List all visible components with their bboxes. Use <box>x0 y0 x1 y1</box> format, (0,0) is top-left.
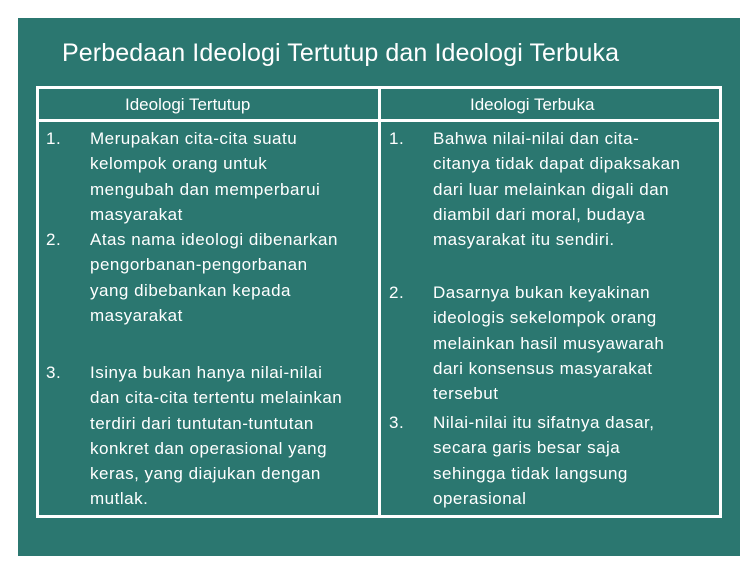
item-text: Merupakan cita-cita suatu kelompok orang untuk mengubah dan memperbarui masyarakat <box>90 129 321 224</box>
item-number: 2. <box>389 283 405 302</box>
item-text: Atas nama ideologi dibenarkan pengorbanan-pengorbanan yang dibebankan kepada masyarakat <box>90 230 338 325</box>
slide-title: Perbedaan Ideologi Tertutup dan Ideologi Terbuka <box>62 39 620 67</box>
item-text: Dasarnya bukan keyakinan ideologis sekelompok orang melainkan hasil musyawarah dari konsensus masyarakat tersebut <box>433 283 665 404</box>
header-ideologi-terbuka: Ideologi Terbuka <box>470 95 595 114</box>
item-number: 2. <box>46 230 62 249</box>
item-text: Bahwa nilai-nilai dan cita-citanya tidak dapat dipaksakan dari luar melainkan digali dan diambil dari moral, budaya masyarakat itu sendiri. <box>433 129 681 250</box>
slide <box>18 18 740 556</box>
item-number: 1. <box>389 129 405 148</box>
item-text: Nilai-nilai itu sifatnya dasar, secara garis besar saja sehingga tidak langsung operasional <box>433 413 655 508</box>
item-number: 3. <box>46 363 62 382</box>
column-divider <box>378 89 381 515</box>
item-text: Isinya bukan hanya nilai-nilai dan cita-cita tertentu melainkan terdiri dari tuntutan-tuntutan konkret dan operasional yang keras, yang diajukan dengan mutlak. <box>90 363 343 509</box>
header-ideologi-tertutup: Ideologi Tertutup <box>125 95 251 114</box>
item-number: 3. <box>389 413 405 432</box>
item-number: 1. <box>46 129 62 148</box>
comparison-table <box>36 86 722 518</box>
